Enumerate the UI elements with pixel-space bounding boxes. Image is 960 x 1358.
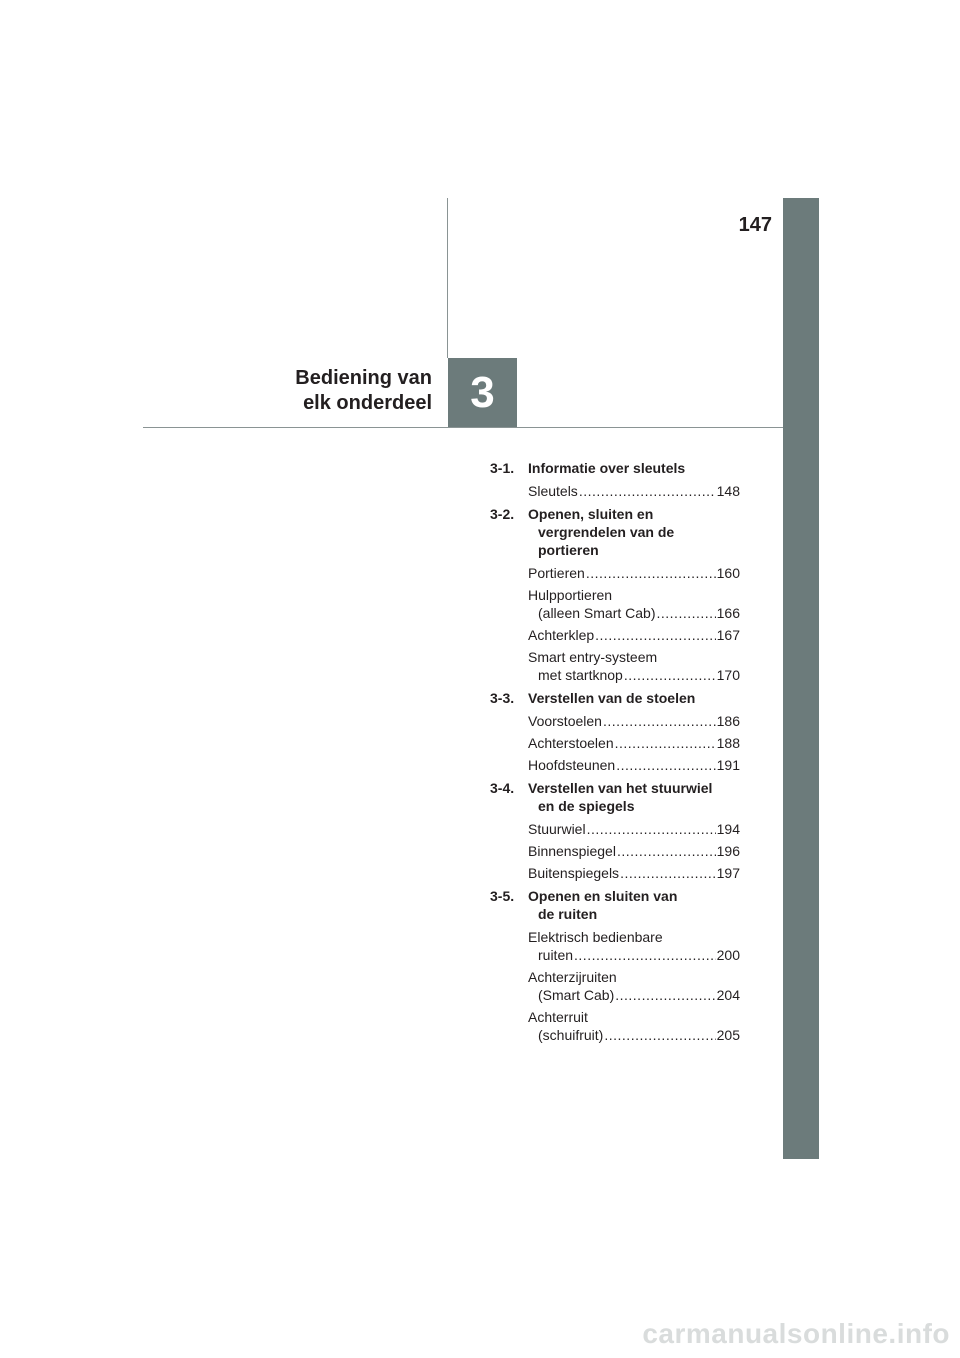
section-heading[interactable]	[490, 689, 740, 707]
chapter-title-line-2: elk onderdeel	[303, 392, 432, 414]
entry-label: Hoofdsteunen	[528, 757, 616, 773]
entry-title-line: Smart entry-systeem	[528, 649, 658, 665]
chapter-title	[240, 366, 432, 416]
entry-label: Achterklep	[528, 627, 595, 643]
section-title-line: Openen en sluiten van	[528, 888, 678, 904]
page-number: 147	[738, 214, 772, 236]
section-number: 3-3.	[490, 690, 515, 706]
entry-label: Voorstoelen	[528, 713, 602, 729]
section-title-line: Verstellen van de stoelen	[528, 690, 696, 706]
chapter-number-badge	[448, 358, 517, 427]
entry-label: met startknop	[538, 667, 623, 683]
entry-page-number: 188	[716, 735, 740, 751]
entry-title-line: Achterruit	[528, 1009, 588, 1025]
toc-entry[interactable]	[528, 756, 740, 774]
entry-page-number: 200	[716, 947, 740, 963]
section-title	[528, 459, 740, 477]
toc-section	[490, 779, 740, 882]
toc-entry[interactable]	[528, 842, 740, 860]
entry-label: Stuurwiel	[528, 821, 586, 837]
entry-page-number: 194	[716, 821, 740, 837]
dot-leader	[657, 604, 716, 622]
section-title-line: vergrendelen van de	[538, 524, 675, 540]
section-title-line: en de spiegels	[538, 798, 635, 814]
entry-label: (alleen Smart Cab)	[538, 605, 656, 621]
dot-leader	[616, 756, 715, 774]
section-title	[528, 887, 740, 923]
entry-page-number: 197	[716, 865, 740, 881]
section-number: 3-5.	[490, 888, 515, 904]
entry-label: Buitenspiegels	[528, 865, 620, 881]
entry-label: Sleutels	[528, 483, 578, 499]
section-number: 3-1.	[490, 460, 515, 476]
section-heading[interactable]	[490, 505, 740, 559]
dot-leader	[624, 666, 716, 684]
dot-leader	[579, 482, 716, 500]
toc-section	[490, 505, 740, 684]
entry-page-number: 160	[716, 565, 740, 581]
watermark: carmanualsonline.info	[642, 1318, 950, 1349]
entry-page-number: 170	[716, 667, 740, 683]
section-title	[528, 779, 740, 815]
dot-leader	[617, 842, 716, 860]
toc-section	[490, 689, 740, 774]
toc-entry[interactable]	[528, 564, 740, 582]
toc-section	[490, 459, 740, 500]
entry-page-number: 191	[716, 757, 740, 773]
toc-entry[interactable]	[528, 648, 740, 684]
toc-entry[interactable]	[528, 968, 740, 1004]
toc-entry[interactable]	[528, 586, 740, 622]
entry-page-number: 204	[716, 987, 740, 1003]
toc-section	[490, 887, 740, 1044]
toc-entry[interactable]	[528, 820, 740, 838]
toc-entry[interactable]	[528, 482, 740, 500]
entry-page-number: 167	[716, 627, 740, 643]
dot-leader	[587, 820, 716, 838]
entry-page-number: 186	[716, 713, 740, 729]
entry-label: (Smart Cab)	[538, 987, 615, 1003]
entry-label: Portieren	[528, 565, 585, 581]
entry-label: Achterstoelen	[528, 735, 614, 751]
dot-leader	[586, 564, 716, 582]
table-of-contents	[490, 459, 740, 1049]
dot-leader	[604, 1026, 715, 1044]
section-title-line: Openen, sluiten en	[528, 506, 654, 522]
horizontal-divider	[143, 427, 783, 428]
section-title-line: Informatie over sleutels	[528, 460, 686, 476]
section-title-line: portieren	[538, 542, 599, 558]
dot-leader	[615, 986, 715, 1004]
entry-title-line: Hulpportieren	[528, 587, 613, 603]
dot-leader	[574, 946, 716, 964]
toc-entry[interactable]	[528, 712, 740, 730]
entry-title-line: Achterzijruiten	[528, 969, 617, 985]
section-heading[interactable]	[490, 779, 740, 815]
toc-entry[interactable]	[528, 626, 740, 644]
toc-entry[interactable]	[528, 928, 740, 964]
section-title-line: Verstellen van het stuurwiel	[528, 780, 713, 796]
entry-page-number: 196	[716, 843, 740, 859]
toc-entry[interactable]	[528, 734, 740, 752]
entry-label: ruiten	[538, 947, 574, 963]
dot-leader	[603, 712, 716, 730]
entry-label: Binnenspiegel	[528, 843, 616, 859]
chapter-side-tab	[783, 198, 819, 1159]
entry-page-number: 166	[716, 605, 740, 621]
chapter-number: 3	[470, 367, 495, 417]
entry-label: (schuifruit)	[538, 1027, 604, 1043]
section-heading[interactable]	[490, 459, 740, 477]
toc-entry[interactable]	[528, 864, 740, 882]
section-title	[528, 505, 740, 559]
section-number: 3-2.	[490, 506, 515, 522]
entry-page-number: 148	[716, 483, 740, 499]
section-title	[528, 689, 740, 707]
vertical-divider	[447, 198, 448, 358]
dot-leader	[615, 734, 716, 752]
dot-leader	[620, 864, 716, 882]
section-title-line: de ruiten	[538, 906, 598, 922]
entry-page-number: 205	[716, 1027, 740, 1043]
dot-leader	[595, 626, 715, 644]
chapter-title-line-1: Bediening van	[295, 367, 432, 389]
section-number: 3-4.	[490, 780, 515, 796]
entry-title-line: Elektrisch bedienbare	[528, 929, 663, 945]
section-heading[interactable]	[490, 887, 740, 923]
toc-entry[interactable]	[528, 1008, 740, 1044]
